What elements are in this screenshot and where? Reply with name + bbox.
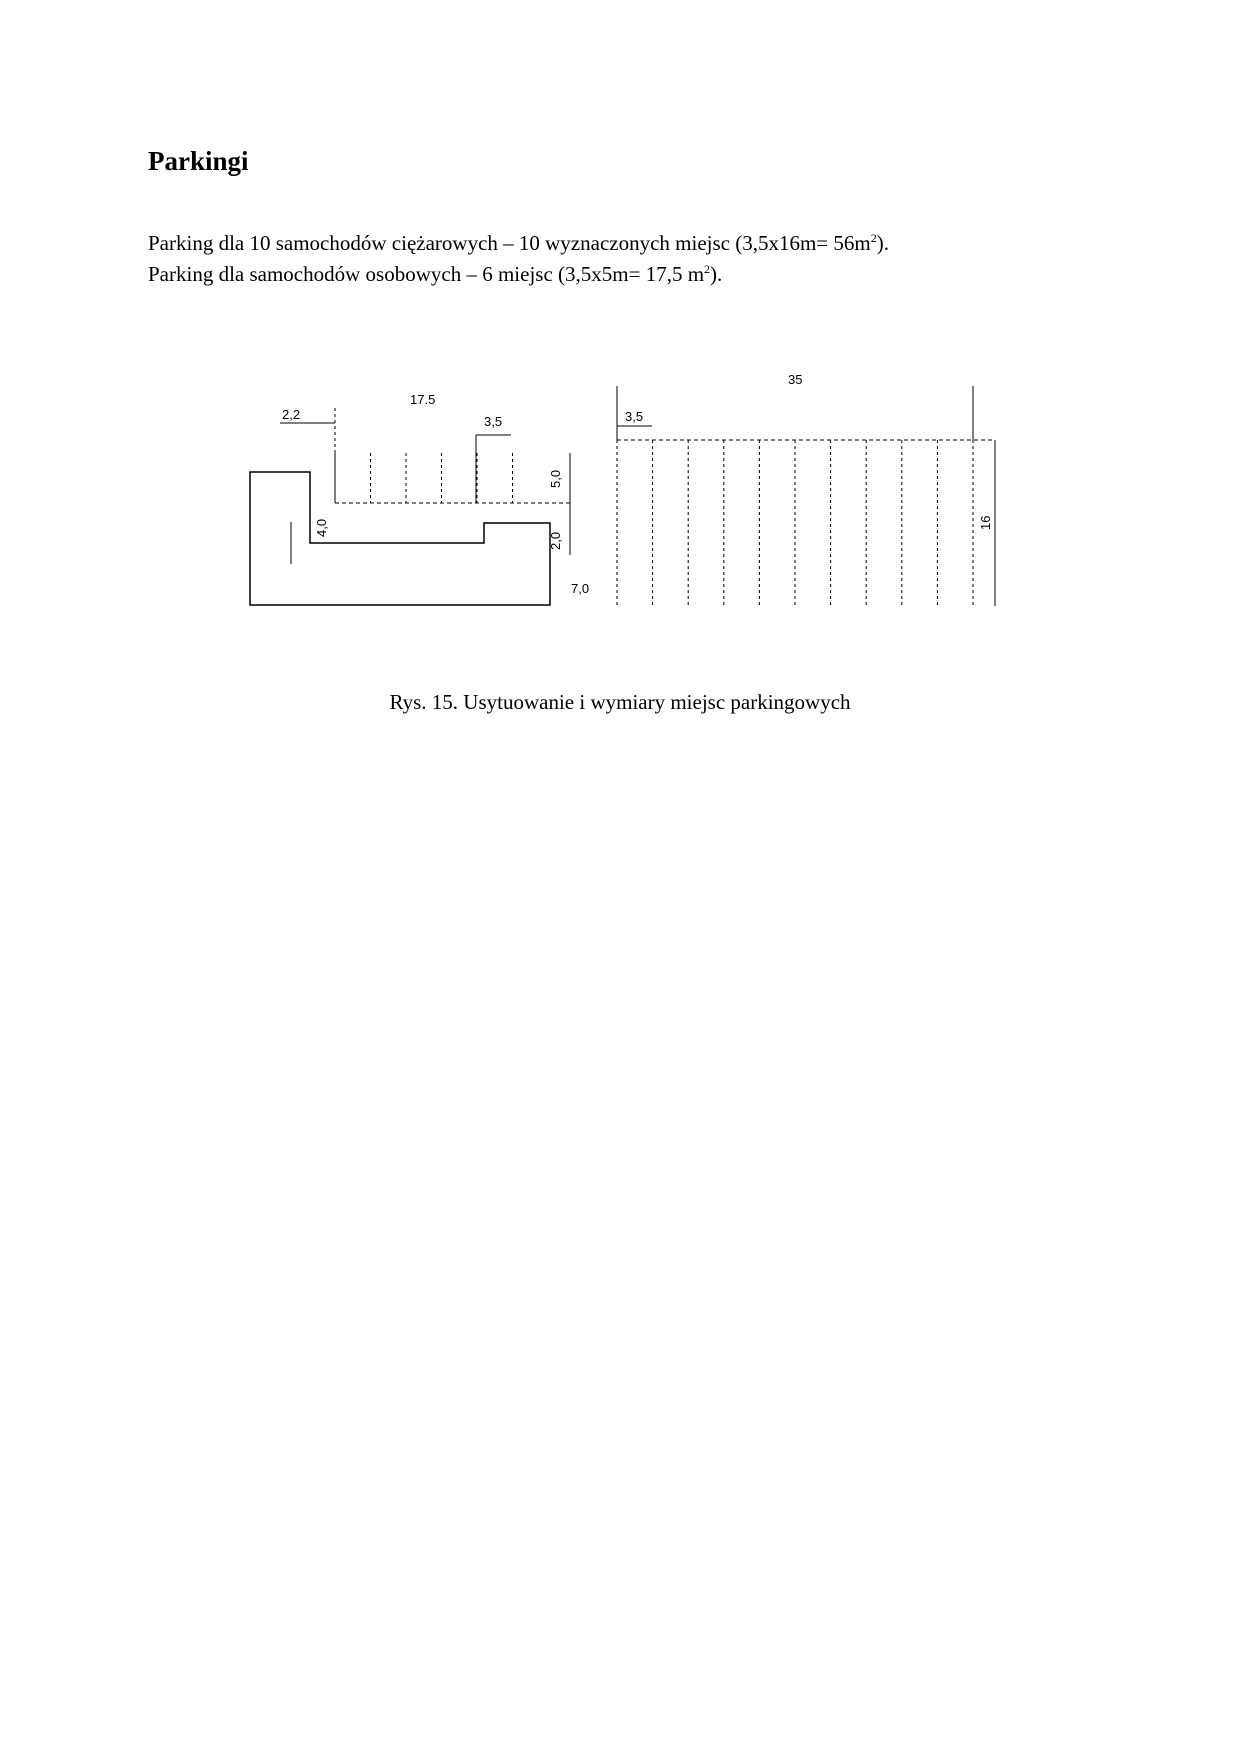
dim-label-truck-space: 3,5 (625, 409, 644, 424)
dim-label-space-width: 3,5 (484, 414, 503, 429)
parking-layout-figure (0, 360, 1240, 620)
car-stall-dividers (335, 453, 513, 503)
dim-label-truck-total: 35 (788, 372, 803, 387)
dim-label-step: 2,0 (548, 531, 563, 550)
paragraph-car-parking (148, 262, 722, 287)
dim-label-inner-height: 4,0 (314, 518, 329, 537)
page-heading: Parkingi (148, 146, 249, 176)
paragraph-end: ). (876, 231, 889, 255)
parking-drawing (0, 360, 1240, 620)
dim-label-bottom: 7,0 (571, 581, 590, 596)
lot-outline (250, 472, 550, 605)
superscript: 2 (870, 231, 877, 245)
paragraph-truck-parking (148, 231, 889, 256)
dim-label-total-width: 17.5 (410, 392, 436, 407)
dim-label-space-depth: 5,0 (548, 469, 563, 488)
dim-label-offset: 2,2 (282, 407, 301, 422)
car-parking-drawing (250, 408, 570, 605)
truck-stall-dividers (617, 440, 973, 606)
superscript: 2 (704, 262, 711, 276)
dim-label-truck-depth: 16 (978, 515, 993, 530)
paragraph-end: ). (710, 262, 723, 286)
truck-parking-drawing (617, 386, 995, 606)
figure-caption: Rys. 15. Usytuowanie i wymiary miejsc parkingowych (389, 690, 851, 714)
paragraph-text: Parking dla 10 samochodów ciężarowych – 10 wyznaczonych miejsc (3,5x16m= 56m (148, 231, 871, 255)
paragraph-text: Parking dla samochodów osobowych – 6 miejsc (3,5x5m= 17,5 m (148, 262, 705, 286)
